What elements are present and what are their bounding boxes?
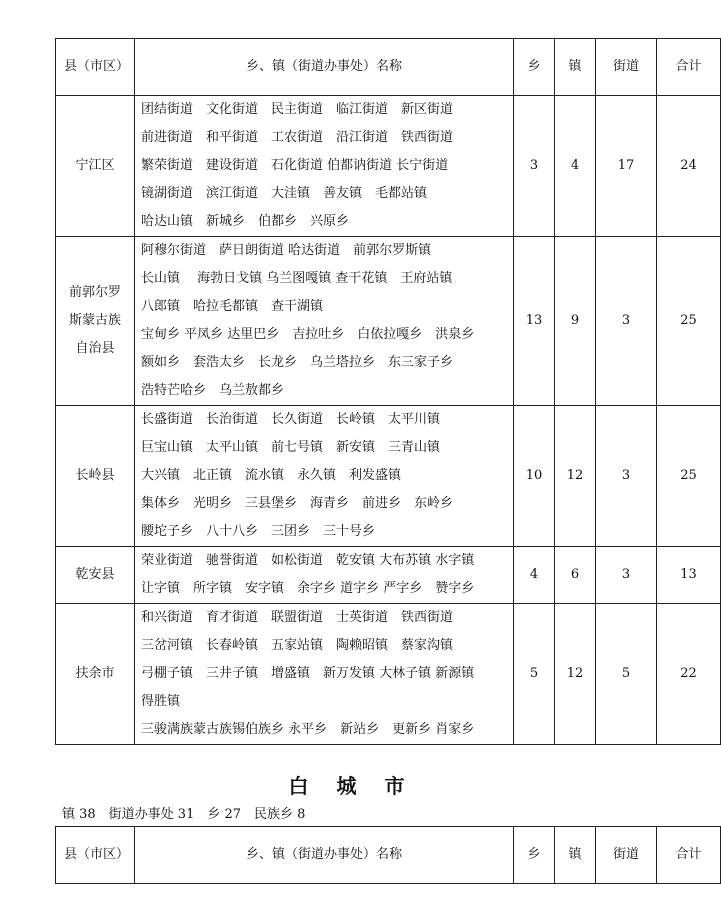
header-county: 县（市区） — [56, 827, 135, 884]
town-count: 4 — [555, 96, 596, 237]
header-town: 镇 — [555, 827, 596, 884]
header-street: 街道 — [596, 827, 657, 884]
total-count: 25 — [657, 406, 721, 547]
names-line: 哈达山镇 新城乡 伯都乡 兴原乡 — [141, 214, 350, 229]
header-names: 乡、镇（街道办事处）名称 — [135, 827, 514, 884]
street-count: 3 — [596, 406, 657, 547]
names-line: 繁荣街道 建设街道 石化街道 伯都讷街道 长宁街道 — [141, 158, 449, 173]
names-line: 和兴街道 育才街道 联盟街道 士英街道 铁西街道 — [141, 610, 454, 625]
header-township: 乡 — [514, 39, 555, 96]
names-line: 集体乡 光明乡 三县堡乡 海青乡 前进乡 东岭乡 — [141, 496, 454, 511]
table-row — [56, 406, 721, 547]
town-count: 6 — [555, 547, 596, 604]
names-line: 宝甸乡 平凤乡 达里巴乡 吉拉吐乡 白依拉嘎乡 洪泉乡 — [141, 327, 475, 342]
table-row — [56, 604, 721, 745]
city-summary: 镇 38 街道办事处 31 乡 27 民族乡 8 — [62, 807, 306, 822]
township-count: 4 — [514, 547, 555, 604]
names-line: 三岔河镇 长春岭镇 五家站镇 陶赖昭镇 蔡家沟镇 — [141, 638, 454, 653]
township-count: 13 — [514, 237, 555, 406]
names-line: 腰坨子乡 八十八乡 三团乡 三十号乡 — [141, 524, 376, 539]
header-total: 合计 — [657, 827, 721, 884]
township-names — [135, 96, 514, 237]
total-count: 24 — [657, 96, 721, 237]
names-line: 团结街道 文化街道 民主街道 临江街道 新区街道 — [141, 102, 454, 117]
names-line: 浩特芒哈乡 乌兰敖都乡 — [141, 383, 285, 398]
names-line: 弓棚子镇 三井子镇 增盛镇 新万发镇 大林子镇 新源镇 — [141, 666, 475, 681]
header-street: 街道 — [596, 39, 657, 96]
table-body — [56, 96, 721, 745]
township-names — [135, 237, 514, 406]
names-line: 长盛街道 长治街道 长久街道 长岭镇 太平川镇 — [141, 412, 441, 427]
township-names — [135, 547, 514, 604]
table-row — [56, 96, 721, 237]
street-count: 3 — [596, 237, 657, 406]
names-line: 镜湖街道 滨江街道 大洼镇 善友镇 毛都站镇 — [141, 186, 428, 201]
township-names — [135, 604, 514, 745]
names-line: 八郎镇 哈拉毛都镇 查干湖镇 — [141, 299, 324, 314]
town-count: 12 — [555, 604, 596, 745]
township-table-continued — [55, 826, 721, 884]
county-name: 前郭尔罗斯蒙古族自治县 — [56, 237, 135, 406]
county-name: 乾安县 — [56, 547, 135, 604]
names-line: 让字镇 所字镇 安字镇 余字乡 道字乡 严字乡 赞字乡 — [141, 581, 475, 596]
header-township: 乡 — [514, 827, 555, 884]
town-count: 12 — [555, 406, 596, 547]
table-row — [56, 547, 721, 604]
total-count: 13 — [657, 547, 721, 604]
county-name: 扶余市 — [56, 604, 135, 745]
city-title: 白城市 — [288, 774, 433, 798]
table-header-row — [56, 39, 721, 96]
header-county: 县（市区） — [56, 39, 135, 96]
names-line: 阿穆尔街道 萨日朗街道 哈达街道 前郭尔罗斯镇 — [141, 243, 432, 258]
header-town: 镇 — [555, 39, 596, 96]
township-names — [135, 406, 514, 547]
street-count: 3 — [596, 547, 657, 604]
names-line: 额如乡 套浩太乡 长龙乡 乌兰塔拉乡 东三家子乡 — [141, 355, 454, 370]
names-line: 三骏满族蒙古族锡伯族乡 永平乡 新站乡 更新乡 肖家乡 — [141, 722, 475, 737]
table-row — [56, 237, 721, 406]
names-line: 长山镇 海勃日戈镇 乌兰图嘎镇 查干花镇 王府站镇 — [141, 271, 453, 286]
total-count: 22 — [657, 604, 721, 745]
names-line: 得胜镇 — [141, 694, 181, 709]
street-count: 5 — [596, 604, 657, 745]
table-header-row — [56, 827, 721, 884]
county-name: 长岭县 — [56, 406, 135, 547]
names-line: 荣业街道 驰誉街道 如松街道 乾安镇 大布苏镇 水字镇 — [141, 553, 475, 568]
county-name: 宁江区 — [56, 96, 135, 237]
header-total: 合计 — [657, 39, 721, 96]
names-line: 大兴镇 北正镇 流水镇 永久镇 利发盛镇 — [141, 468, 402, 483]
names-line: 前进街道 和平街道 工农街道 沿江街道 铁西街道 — [141, 130, 454, 145]
township-count: 10 — [514, 406, 555, 547]
total-count: 25 — [657, 237, 721, 406]
township-count: 3 — [514, 96, 555, 237]
names-line: 巨宝山镇 太平山镇 前七号镇 新安镇 三青山镇 — [141, 440, 441, 455]
township-count: 5 — [514, 604, 555, 745]
street-count: 17 — [596, 96, 657, 237]
township-table — [55, 38, 721, 745]
header-names: 乡、镇（街道办事处）名称 — [135, 39, 514, 96]
town-count: 9 — [555, 237, 596, 406]
